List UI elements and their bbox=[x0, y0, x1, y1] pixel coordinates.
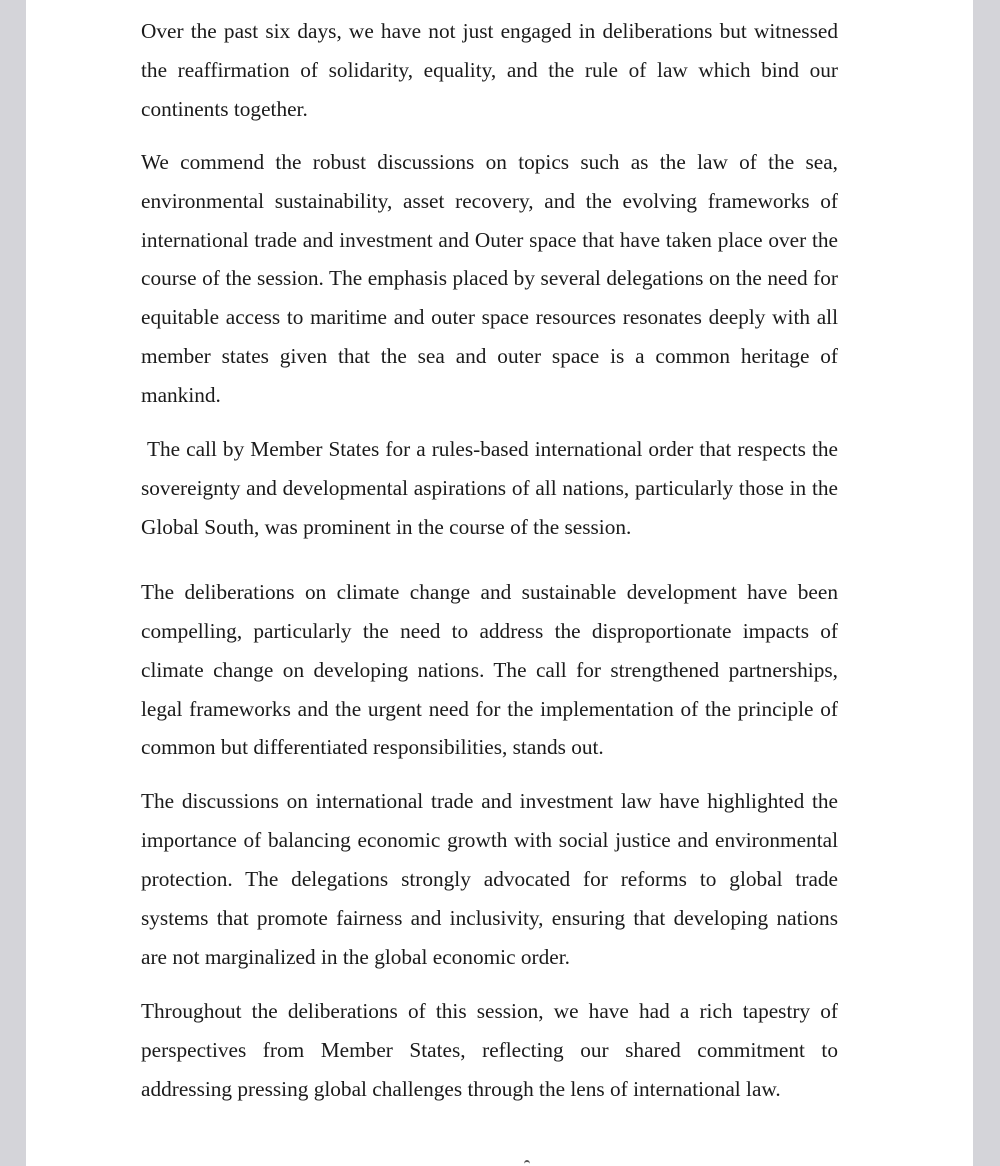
paragraph-1: Over the past six days, we have not just engaged in deliberations but witnessed the reaffirmation of solidarity, equality, and the rule of law which bind our continents together. bbox=[141, 19, 838, 121]
document-page bbox=[26, 0, 973, 1166]
paragraph-5: The discussions on international trade and investment law have highlighted the importance of balancing economic growth with social justice and environmental protection. The delegations strongly advocated for reforms to global trade systems that promote fairness and inclusivity, ensuring that developing nations are not marginalized in the global economic order. bbox=[141, 789, 838, 969]
paragraph-3: The call by Member States for a rules-based international order that respects the sovereignty and developmental aspirations of all nations, particularly those in the Global South, was prominent in the course of the session. bbox=[141, 437, 838, 539]
paragraph-4: The deliberations on climate change and sustainable development have been compelling, particularly the need to address the disproportionate impacts of climate change on developing nations. The call for strengthened partnerships, legal frameworks and the urgent need for the implementation of the principle of common but differentiated responsibilities, stands out. bbox=[141, 579, 838, 760]
paragraph-2: We commend the robust discussions on topics such as the law of the sea, environmental sustainability, asset recovery, and the evolving frameworks of international trade and investment and Outer space that have taken place over the course of the session. The emphasis placed by several delegations on the need for equitable access to maritime and outer space resources resonates deeply with all member states given that the sea and outer space is a common heritage of mankind. bbox=[141, 149, 838, 408]
paragraph-6: Throughout the deliberations of this session, we have had a rich tapestry of perspectives from Member States, reflecting our shared commitment to addressing pressing global challenges through the lens of international law. bbox=[141, 998, 838, 1101]
page-number-mark bbox=[524, 1160, 530, 1166]
